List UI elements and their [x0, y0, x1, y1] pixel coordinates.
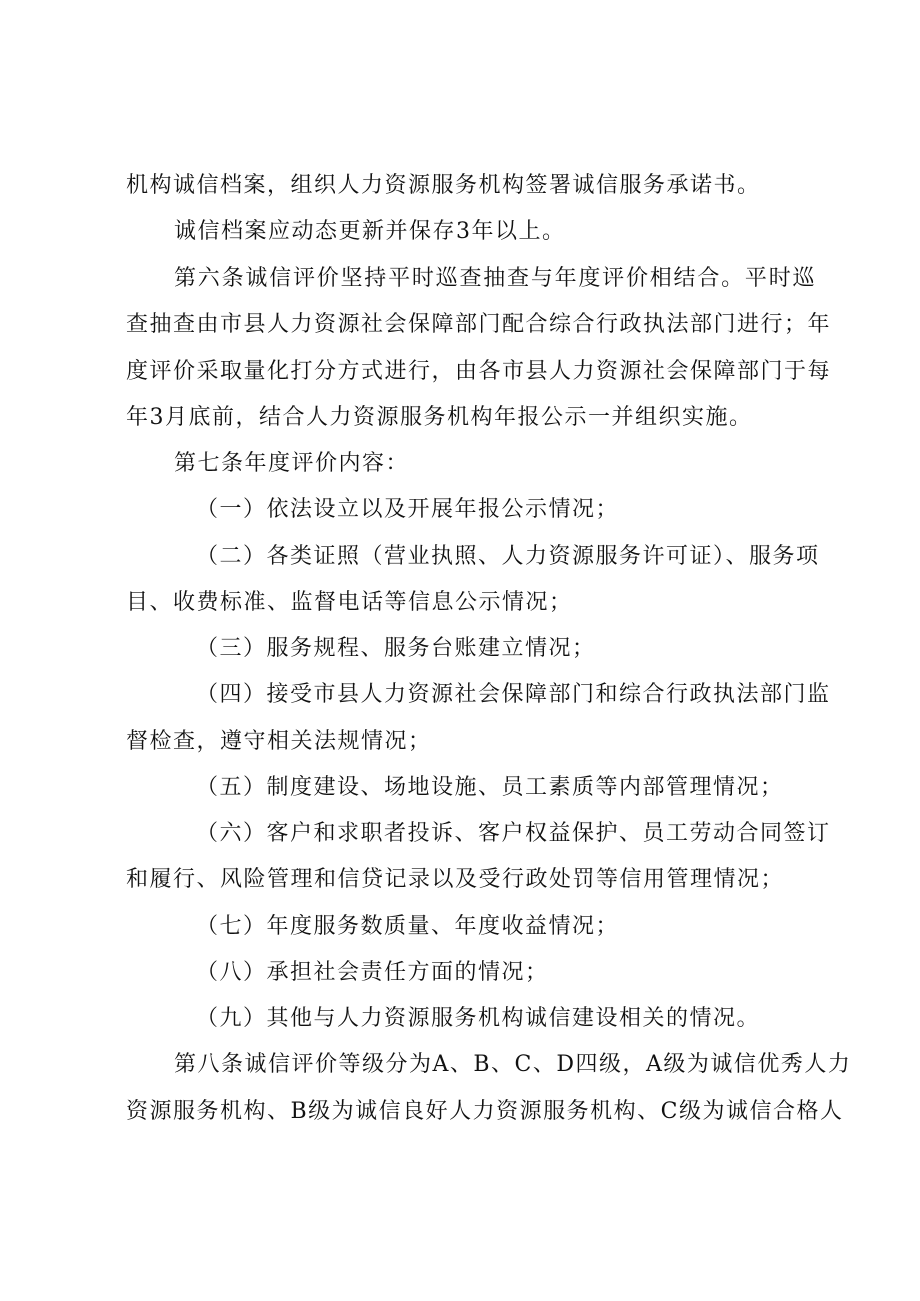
text-line-4: 查抽查由市县人力资源社会保障部门配合综合行政执法部门进行；年: [126, 312, 832, 337]
text-line-9: （二）各类证照（营业执照、人力资源服务许可证）、服务项: [196, 544, 820, 569]
text-line-12: （四）接受市县人力资源社会保障部门和综合行政执法部门监: [196, 682, 831, 707]
text-line-15: （六）客户和求职者投诉、客户权益保护、员工劳动合同签订: [196, 821, 831, 846]
text-line-19: （九）其他与人力资源服务机构诚信建设相关的情况。: [196, 1006, 761, 1031]
text-line-13: 督检查，遵守相关法规情况；: [126, 729, 432, 754]
text-line-17: （七）年度服务数质量、年度收益情况；: [196, 914, 620, 939]
text-line-7: 第七条年度评价内容：: [174, 451, 410, 476]
text-line-6: 年3月底前，结合人力资源服务机构年报公示一并组织实施。: [126, 405, 753, 430]
text-line-16: 和履行、风险管理和信贷记录以及受行政处罚等信用管理情况；: [126, 867, 785, 892]
text-line-1: 机构诚信档案，组织人力资源服务机构签署诚信服务承诺书。: [126, 173, 761, 198]
text-line-3: 第六条诚信评价坚持平时巡查抽查与年度评价相结合。平时巡: [174, 266, 816, 291]
text-line-11: （三）服务规程、服务台账建立情况；: [196, 636, 596, 661]
text-line-2: 诚信档案应动态更新并保存3年以上。: [174, 219, 566, 244]
text-line-21: 资源服务机构、B级为诚信良好人力资源服务机构、C级为诚信合格人: [126, 1099, 844, 1124]
text-line-5: 度评价采取量化打分方式进行，由各市县人力资源社会保障部门于每: [126, 359, 832, 384]
text-line-10: 目、收费标准、监督电话等信息公示情况；: [126, 590, 573, 615]
text-line-14: （五）制度建设、场地设施、员工素质等内部管理情况；: [196, 775, 784, 800]
text-line-8: （一）依法设立以及开展年报公示情况；: [196, 497, 620, 522]
text-line-20: 第八条诚信评价等级分为A、B、C、D四级，A级为诚信优秀人力: [174, 1052, 852, 1077]
text-line-18: （八）承担社会责任方面的情况；: [196, 960, 549, 985]
